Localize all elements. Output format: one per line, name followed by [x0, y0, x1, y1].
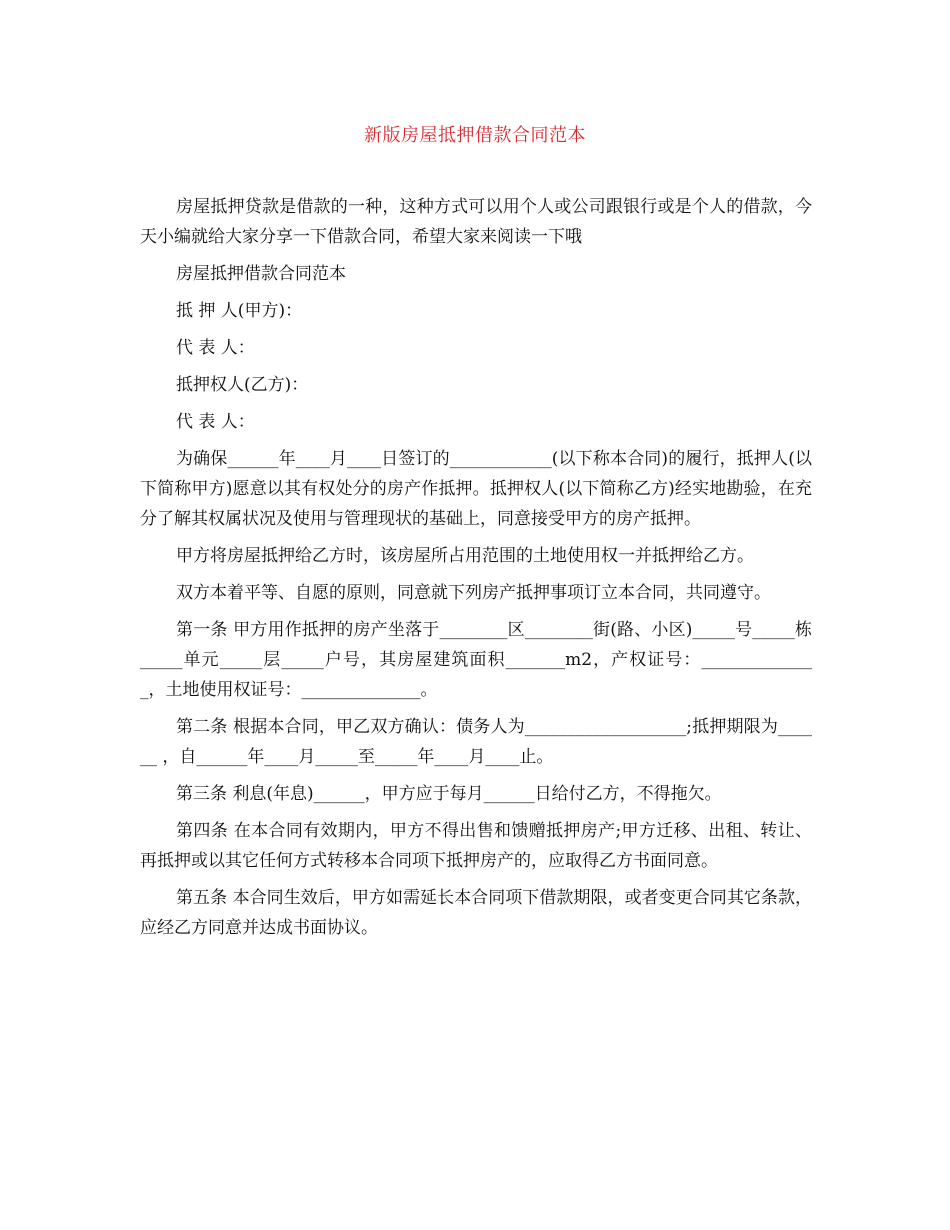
paragraph-land-use: 甲方将房屋抵押给乙方时，该房屋所占用范围的土地使用权一并抵押给乙方。	[176, 546, 754, 566]
document-body	[140, 192, 812, 950]
paragraph-article-2: 第二条 根据本合同，甲乙双方确认：债务人为___________________;抵押期限为______ ，自______年____月_____至_____年____月____止。	[140, 717, 812, 767]
paragraph-intro: 房屋抵押贷款是借款的一种，这种方式可以用个人或公司跟银行或是个人的借款，今天小编就给大家分享一下借款合同，希望大家来阅读一下哦	[140, 197, 812, 247]
paragraph-mortgagor: 抵 押 人(甲方)：	[176, 301, 303, 321]
paragraph-mortgagor-representative: 代 表 人：	[176, 338, 255, 358]
paragraph-principle: 双方本着平等、自愿的原则，同意就下列房产抵押事项订立本合同，共同遵守。	[176, 583, 771, 603]
paragraph-article-3: 第三条 利息(年息)______，甲方应于每月______日给付乙方，不得拖欠。	[176, 784, 722, 804]
paragraph-subtitle: 房屋抵押借款合同范本	[176, 264, 346, 284]
document-title: 新版房屋抵押借款合同范本	[364, 125, 586, 146]
paragraph-mortgagee-representative: 代 表 人：	[176, 412, 255, 432]
paragraph-article-4: 第四条 在本合同有效期内，甲方不得出售和馈赠抵押房产;甲方迁移、出租、转让、再抵押或以其它任何方式转移本合同项下抵押房产的，应取得乙方书面同意。	[140, 821, 812, 871]
paragraph-mortgagee: 抵押权人(乙方)：	[176, 375, 309, 395]
paragraph-article-5: 第五条 本合同生效后，甲方如需延长本合同项下借款期限，或者变更合同其它条款，应经乙方同意并达成书面协议。	[140, 888, 812, 938]
paragraph-preamble: 为确保______年____月____日签订的____________(以下称本合同)的履行，抵押人(以下简称甲方)愿意以其有权处分的房产作抵押。抵押权人(以下简称乙方)经实地勘验，在充分了解其权属状况及使用与管理现状的基础上，同意接受甲方的房产抵押。	[140, 449, 812, 529]
paragraph-article-1: 第一条 甲方用作抵押的房产坐落于________区________街(路、小区)_____号_____栋_____单元_____层_____户号，其房屋建筑面积_______m2，产权证号：______________，土地使用权证号：______________。	[140, 620, 812, 700]
